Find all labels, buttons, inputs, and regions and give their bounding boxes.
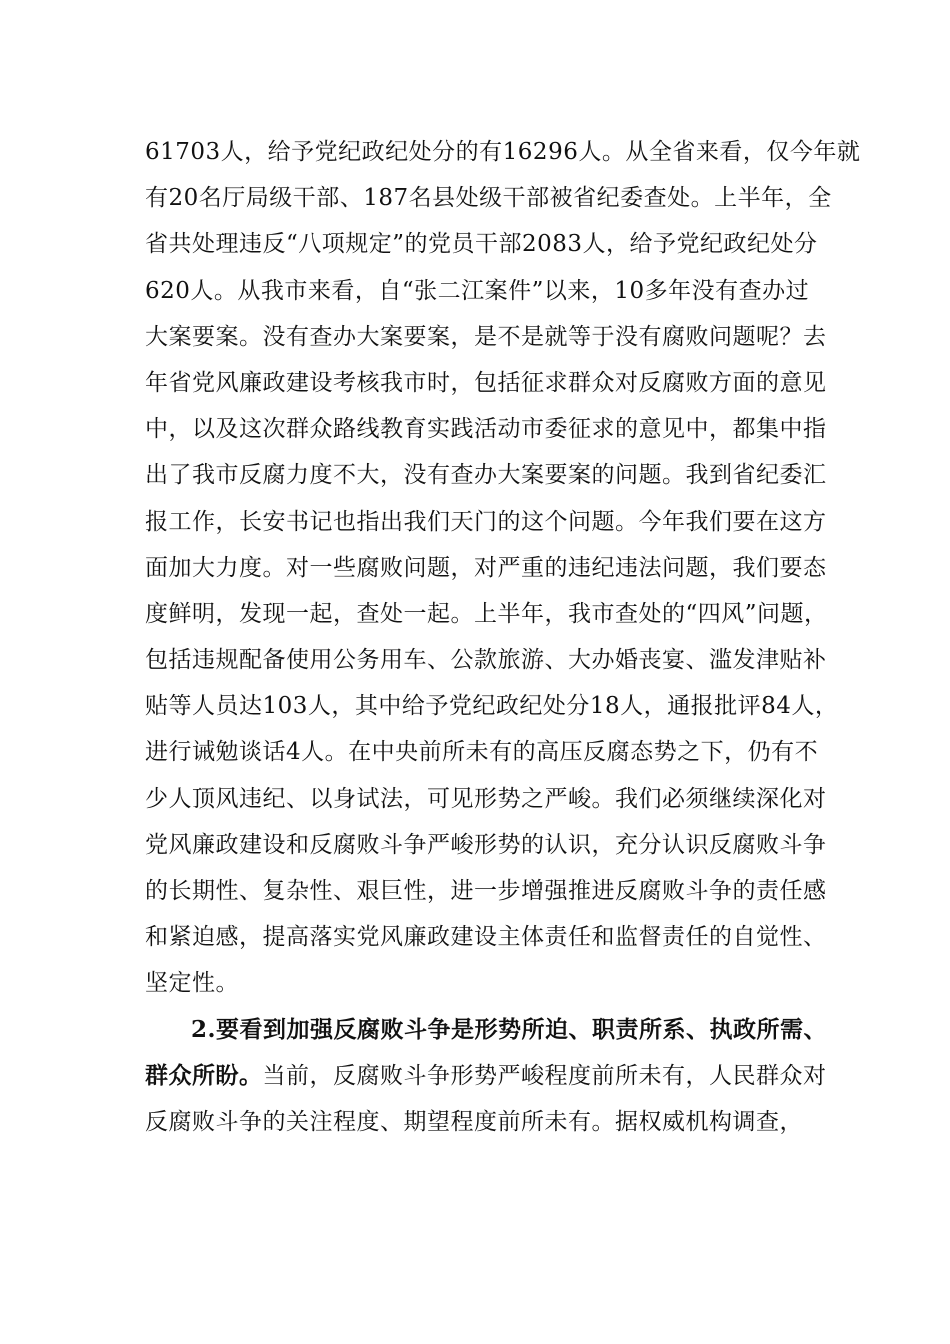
text-line: 度鲜明，发现一起，查处一起。上半年，我市查处的“四风”问题，	[145, 600, 828, 627]
text-line: 少人顶风违纪、以身试法，可见形势之严峻。我们必须继续深化对	[145, 785, 827, 812]
text-line: 的长期性、复杂性、艰巨性，进一步增强推进反腐败斗争的责任感	[145, 878, 827, 904]
text-line: 报工作，长安书记也指出我们天门的这个问题。今年我们要在这方	[145, 508, 827, 535]
text-line: 和紧迫感，提高落实党风廉政建设主体责任和监督责任的自觉性、	[145, 924, 827, 951]
text-line: 有20名厅局级干部、187名县处级干部被省纪委查处。上半年，全	[145, 185, 832, 212]
text-line: 包括违规配备使用公务用车、公款旅游、大办婚丧宴、滥发津贴补	[145, 647, 827, 674]
text-line: 贴等人员达103人，其中给予党纪政纪处分18人，通报批评84人，	[145, 693, 839, 720]
text-line	[145, 1053, 827, 1099]
text-line: 中，以及这次群众路线教育实践活动市委征求的意见中，都集中指	[145, 416, 827, 443]
text-line: 进行诫勉谈话4人。在中央前所未有的高压反腐态势之下，仍有不	[145, 739, 819, 766]
text-line: 620人。从我市来看，自“张二江案件”以来，10多年没有查办过	[145, 277, 810, 304]
text-line: 出了我市反腐力度不大，没有查办大案要案的问题。我到省纪委汇	[145, 462, 827, 489]
body-text	[145, 129, 861, 1145]
section-heading: 2.要看到加强反腐败斗争是形势所迫、职责所系、执政所需、	[191, 1015, 828, 1043]
text-line: 61703人，给予党纪政纪处分的有16296人。从全省来看，仅今年就	[145, 139, 861, 165]
text-fragment: 当前，反腐败斗争形势严峻程度前所未有，人民群众对	[262, 1062, 827, 1089]
text-line: 年省党风廉政建设考核我市时，包括征求群众对反腐败方面的意见	[145, 369, 827, 396]
text-line: 坚定性。	[145, 970, 239, 997]
text-line: 反腐败斗争的关注程度、期望程度前所未有。据权威机构调查，	[145, 1108, 803, 1135]
text-line: 大案要案。没有查办大案要案，是不是就等于没有腐败问题呢？去	[145, 323, 827, 350]
text-line: 省共处理违反“八项规定”的党员干部2083人，给予党纪政纪处分	[145, 231, 818, 258]
text-line: 党风廉政建设和反腐败斗争严峻形势的认识，充分认识反腐败斗争	[145, 831, 827, 858]
section-heading-end: 群众所盼。	[145, 1061, 263, 1089]
text-line: 面加大力度。对一些腐败问题，对严重的违纪违法问题，我们要态	[145, 554, 827, 581]
